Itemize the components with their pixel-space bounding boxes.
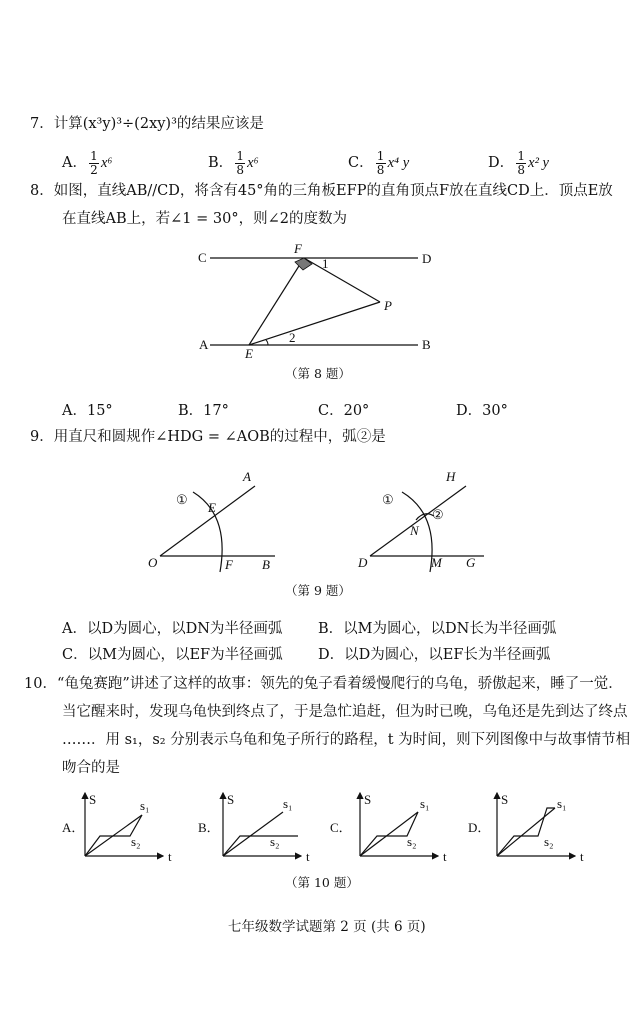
graph-b xyxy=(198,792,310,864)
label-angle1: 1 xyxy=(322,256,329,271)
arc-1-label: ① xyxy=(382,492,394,507)
graph-c-label: C． xyxy=(330,820,352,835)
axis-s: S xyxy=(227,792,235,807)
q9-option-b: B．以M为圆心，以DN长为半径画弧 xyxy=(318,621,557,637)
option-label: A． xyxy=(62,155,87,172)
axis-s: S xyxy=(364,792,372,807)
q9-option-d: D．以D为圆心，以EF长为半径画弧 xyxy=(318,647,551,663)
label-o: O xyxy=(148,555,158,570)
label-s2: s₂ xyxy=(407,834,417,849)
numerator: 1 xyxy=(90,149,98,163)
q8-option-b: B．17° xyxy=(178,403,229,419)
numerator: 1 xyxy=(376,149,385,163)
numerator: 1 xyxy=(236,149,244,163)
label-f: F xyxy=(225,557,233,572)
label-s1: s₁ xyxy=(420,796,430,811)
label-a: A xyxy=(243,469,251,484)
axis-s: S xyxy=(501,792,509,807)
q9-caption: （第 9 题） xyxy=(285,583,351,598)
option-label: B． xyxy=(208,155,234,172)
q10-line2: 当它醒来时，发现乌龟快到终点了，于是急忙追赶，但为时已晚，乌龟还是先到达了终点 xyxy=(62,704,628,720)
option-expr: x⁶ xyxy=(100,155,113,172)
q10-line1: 10．“龟兔赛跑”讲述了这样的故事：领先的兔子看着缓慢爬行的乌龟，骄傲起来，睡了一觉． xyxy=(24,676,623,692)
graph-d xyxy=(468,792,584,864)
q10-line4: 吻合的是 xyxy=(62,760,120,776)
axis-t: t xyxy=(443,849,447,864)
graph-c xyxy=(330,792,447,864)
q8-line1: 8．如图，直线AB//CD，将含有45°角的三角板EFP的直角顶点F放在直线CD上．顶点E放 xyxy=(30,183,613,199)
label-e: E xyxy=(245,346,253,361)
label-n: N xyxy=(410,523,419,538)
page-footer: 七年级数学试题第 2 页 (共 6 页) xyxy=(228,919,426,935)
option-expr: x² y xyxy=(528,155,549,172)
label-d: D xyxy=(358,555,368,570)
graph-d-label: D． xyxy=(468,820,491,835)
q9-option-c: C．以M为圆心，以EF为半径画弧 xyxy=(62,647,283,663)
q10-caption: （第 10 题） xyxy=(285,875,359,890)
label-g: G xyxy=(466,555,476,570)
denominator: 8 xyxy=(236,162,244,177)
label-s1: s₁ xyxy=(140,798,150,813)
label-angle2: 2 xyxy=(289,330,296,345)
label-m: M xyxy=(431,555,442,570)
arc-2-label: ② xyxy=(432,507,444,522)
axis-t: t xyxy=(580,849,584,864)
label-b: B xyxy=(262,557,270,572)
label-d: D xyxy=(422,251,432,266)
q9-option-a: A．以D为圆心，以DN为半径画弧 xyxy=(62,621,283,637)
label-f: F xyxy=(294,241,302,256)
denominator: 8 xyxy=(376,162,385,177)
axis-t: t xyxy=(306,849,310,864)
q10-line3: ……．用 s₁，s₂ 分别表示乌龟和兔子所行的路程，t 为时间，则下列图像中与故事情节相 xyxy=(62,732,630,748)
graph-b-label: B． xyxy=(198,820,220,835)
label-s2: s₂ xyxy=(270,834,280,849)
q8-option-c: C．20° xyxy=(318,403,370,419)
label-a: A xyxy=(199,337,209,352)
q7-stem: 7．计算(x³y)³÷(2xy)³的结果应该是 xyxy=(30,116,264,132)
label-h: H xyxy=(446,469,456,484)
label-s2: s₂ xyxy=(544,834,554,849)
q8-option-a: A．15° xyxy=(62,403,113,419)
option-expr: x⁶ xyxy=(247,155,259,172)
axis-t: t xyxy=(168,849,172,864)
label-p: P xyxy=(384,298,392,313)
graph-a xyxy=(62,792,172,864)
option-label: C． xyxy=(348,155,374,172)
denominator: 8 xyxy=(517,162,525,177)
label-s1: s₁ xyxy=(557,796,567,811)
axis-s: S xyxy=(89,792,97,807)
denominator: 2 xyxy=(90,162,98,177)
label-s1: s₁ xyxy=(283,796,293,811)
q8-line2: 在直线AB上，若∠1 = 30°，则∠2的度数为 xyxy=(62,211,347,227)
numerator: 1 xyxy=(517,149,525,163)
label-b: B xyxy=(422,337,431,352)
label-s2: s₂ xyxy=(131,834,141,849)
q8-option-d: D．30° xyxy=(456,403,508,419)
label-c: C xyxy=(198,250,207,265)
arc-1-label: ① xyxy=(176,492,188,507)
q8-caption: （第 8 题） xyxy=(285,366,351,381)
label-e: E xyxy=(208,500,216,515)
option-expr: x⁴ y xyxy=(387,155,410,172)
option-label: D． xyxy=(488,155,515,172)
q9-stem: 9．用直尺和圆规作∠HDG = ∠AOB的过程中，弧②是 xyxy=(30,429,386,445)
graph-a-label: A． xyxy=(62,820,85,835)
